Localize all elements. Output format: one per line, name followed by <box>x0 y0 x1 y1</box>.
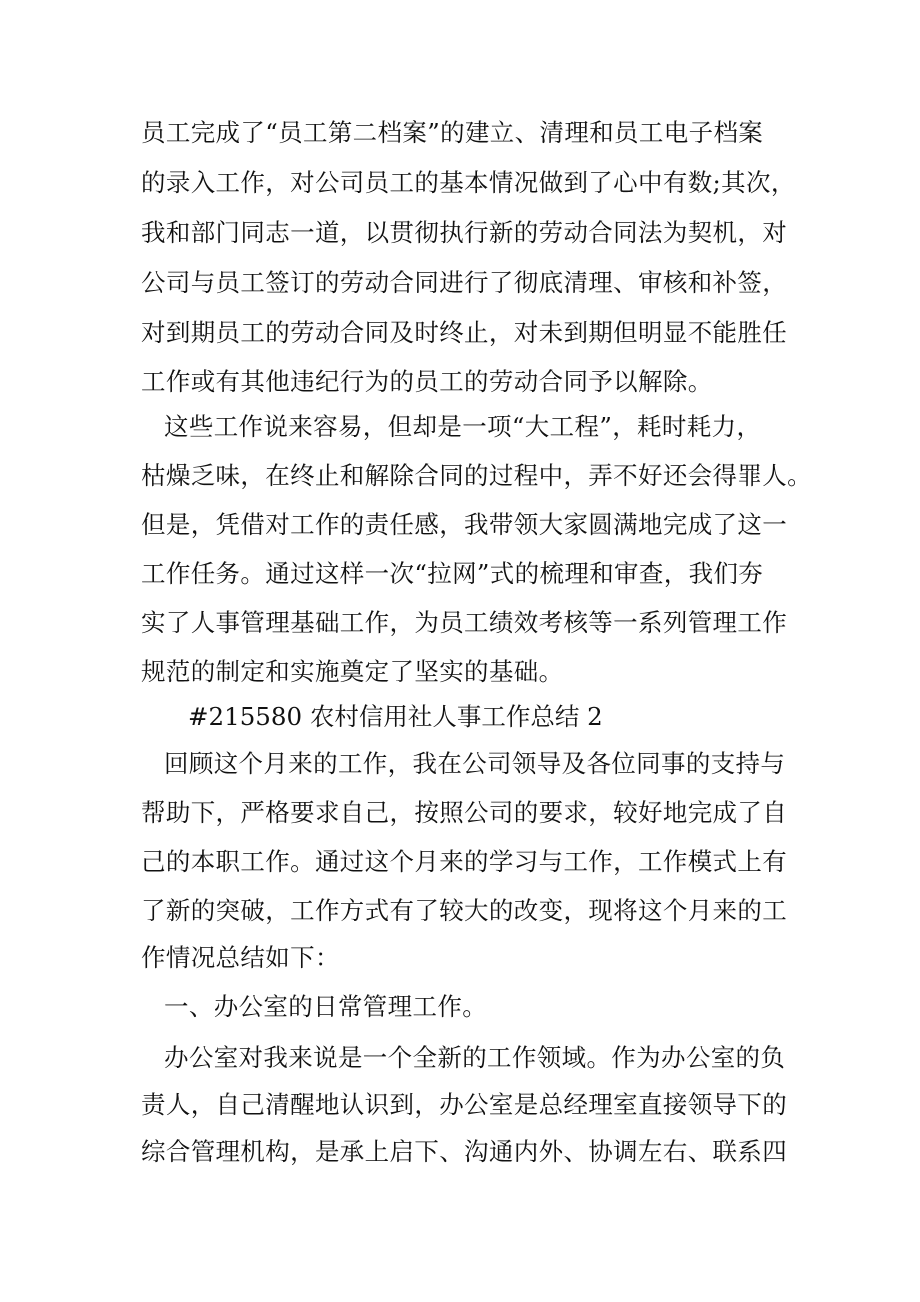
text-line: 了新的突破，工作方式有了较大的改变，现将这个月来的工 <box>141 896 788 925</box>
text-line: 办公室对我来说是一个全新的工作领域。作为办公室的负 <box>164 1043 786 1072</box>
section-heading: #215580 农村信用社人事工作总结 2 <box>188 702 603 731</box>
text-line: 作情况总结如下： <box>141 943 340 972</box>
text-line: 责人，自己清醒地认识到，办公室是总经理室直接领导下的 <box>141 1090 788 1119</box>
text-line: 公司与员工签订的劳动合同进行了彻底清理、审核和补签， <box>141 268 788 297</box>
text-line: 枯燥乏味，在终止和解除合同的过程中，弄不好还会得罪人。 <box>141 461 812 490</box>
text-line: 这些工作说来容易，但却是一项“大工程”，耗时耗力， <box>164 412 762 441</box>
text-line: 我和部门同志一道，以贯彻执行新的劳动合同法为契机，对 <box>141 218 788 247</box>
text-line: 规范的制定和实施奠定了坚实的基础。 <box>141 657 564 686</box>
text-line: 己的本职工作。通过这个月来的学习与工作，工作模式上有 <box>141 847 788 876</box>
text-line: 但是，凭借对工作的责任感，我带领大家圆满地完成了这一 <box>141 510 788 539</box>
text-line: 综合管理机构，是承上启下、沟通内外、协调左右、联系四 <box>141 1137 788 1166</box>
text-line: 员工完成了“员工第二档案”的建立、清理和员工电子档案 <box>141 118 764 147</box>
text-line: 一、办公室的日常管理工作。 <box>164 992 488 1021</box>
text-line: 的录入工作，对公司员工的基本情况做到了心中有数;其次， <box>141 168 796 197</box>
text-line: 帮助下，严格要求自己，按照公司的要求，较好地完成了自 <box>141 798 788 827</box>
text-line: 对到期员工的劳动合同及时终止，对未到期但明显不能胜任 <box>141 318 788 347</box>
text-line: 回顾这个月来的工作，我在公司领导及各位同事的支持与 <box>164 749 786 778</box>
text-line: 实了人事管理基础工作，为员工绩效考核等一系列管理工作 <box>141 608 788 637</box>
text-line: 工作任务。通过这样一次“拉网”式的梳理和审查，我们夯 <box>141 559 764 588</box>
text-line: 工作或有其他违纪行为的员工的劳动合同予以解除。 <box>141 367 713 396</box>
